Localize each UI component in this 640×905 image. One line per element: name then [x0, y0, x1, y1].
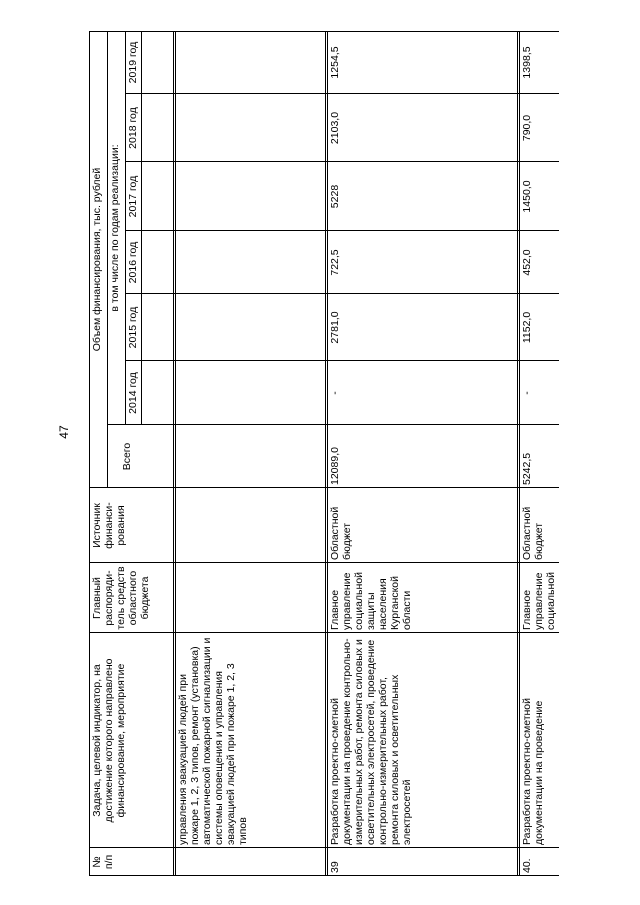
grid-line — [125, 360, 559, 361]
header-by-years: в том числе по годам реализации: — [109, 144, 121, 312]
grid-line — [175, 31, 176, 876]
header-year-2019: 2019 год — [127, 41, 139, 84]
page-number: 47 — [57, 425, 71, 439]
header-year-2014: 2014 год — [127, 372, 139, 414]
header-year-2016: 2016 год — [127, 241, 139, 284]
header-manager: Главный распоряди-тель средств областного бюджета — [91, 566, 151, 630]
header-task: Задача, целевой индикатор, на достижение которого направлено финансирование, мероприятие — [91, 658, 127, 823]
header-year-2018: 2018 год — [127, 107, 139, 149]
row-0-task: управления эвакуацией людей при пожаре 1, 2, 3 типов, ремонт (установка) автоматической пожарной сигнализации и системы оповещения и управления эвакуацией людей при пожаре 1, 2, 3 типов — [177, 637, 249, 845]
row-1-manager: Главное управление социальной защиты населения Курганской области — [329, 571, 413, 630]
row-2-manager: Главное управление социальной — [521, 571, 557, 630]
header-total: Всего — [121, 442, 133, 471]
row-2-2015: 1152,0 — [521, 311, 533, 344]
grid-line — [125, 31, 126, 425]
row-1-2014: - — [329, 391, 341, 395]
header-source: Источник финанси-рования — [91, 502, 127, 549]
grid-line — [327, 31, 328, 876]
row-2-total: 5242,5 — [521, 452, 533, 485]
grid-line — [89, 31, 559, 32]
grid-line — [89, 487, 559, 488]
row-1-2015: 2781,0 — [329, 311, 341, 344]
row-1-2017: 5228 — [329, 184, 341, 209]
financing-table — [89, 31, 559, 876]
header-year-2017: 2017 год — [127, 175, 139, 218]
row-1-2019: 1254,5 — [329, 46, 341, 79]
row-2-num: 40. — [521, 858, 533, 873]
grid-line — [89, 632, 559, 633]
grid-line — [125, 161, 559, 162]
grid-line — [89, 875, 559, 876]
grid-line — [517, 31, 518, 876]
grid-line — [89, 847, 559, 848]
row-2-task: Разработка проектно-сметной документации на проведение — [521, 697, 545, 845]
row-2-2016: 452,0 — [521, 249, 533, 276]
row-1-2016: 722,5 — [329, 249, 341, 276]
row-1-source: Областной бюджет — [329, 506, 353, 560]
row-2-2017: 1450,0 — [521, 180, 533, 213]
row-1-task: Разработка проектно-сметной документации на проведение контрольно-измерительных работ, ремонта силовых и осветительных электросетей, проведение контрольно-измерительных работ, ремонта силовых и осветительных электросетей — [329, 638, 413, 845]
grid-line — [125, 93, 559, 94]
grid-line — [173, 31, 174, 876]
header-year-2015: 2015 год — [127, 306, 139, 349]
header-num: № п/п — [91, 854, 115, 870]
row-2-2014: - — [521, 391, 533, 395]
grid-line — [89, 31, 90, 876]
row-2-2019: 1398,5 — [521, 46, 533, 79]
grid-line — [107, 424, 559, 425]
grid-line — [107, 31, 108, 488]
row-1-2018: 2103,0 — [329, 111, 341, 145]
row-1-total: 12089,0 — [329, 447, 341, 485]
row-1-num: 39 — [329, 861, 341, 873]
header-volume: Объем финансирования, тыс. рублей — [91, 167, 103, 352]
grid-line — [325, 31, 326, 876]
grid-line — [141, 31, 142, 425]
grid-line — [125, 293, 559, 294]
grid-line — [125, 230, 559, 231]
row-2-source: Областной бюджет — [521, 506, 545, 560]
grid-line — [89, 562, 559, 563]
grid-line — [519, 31, 520, 876]
row-2-2018: 790,0 — [521, 114, 533, 142]
